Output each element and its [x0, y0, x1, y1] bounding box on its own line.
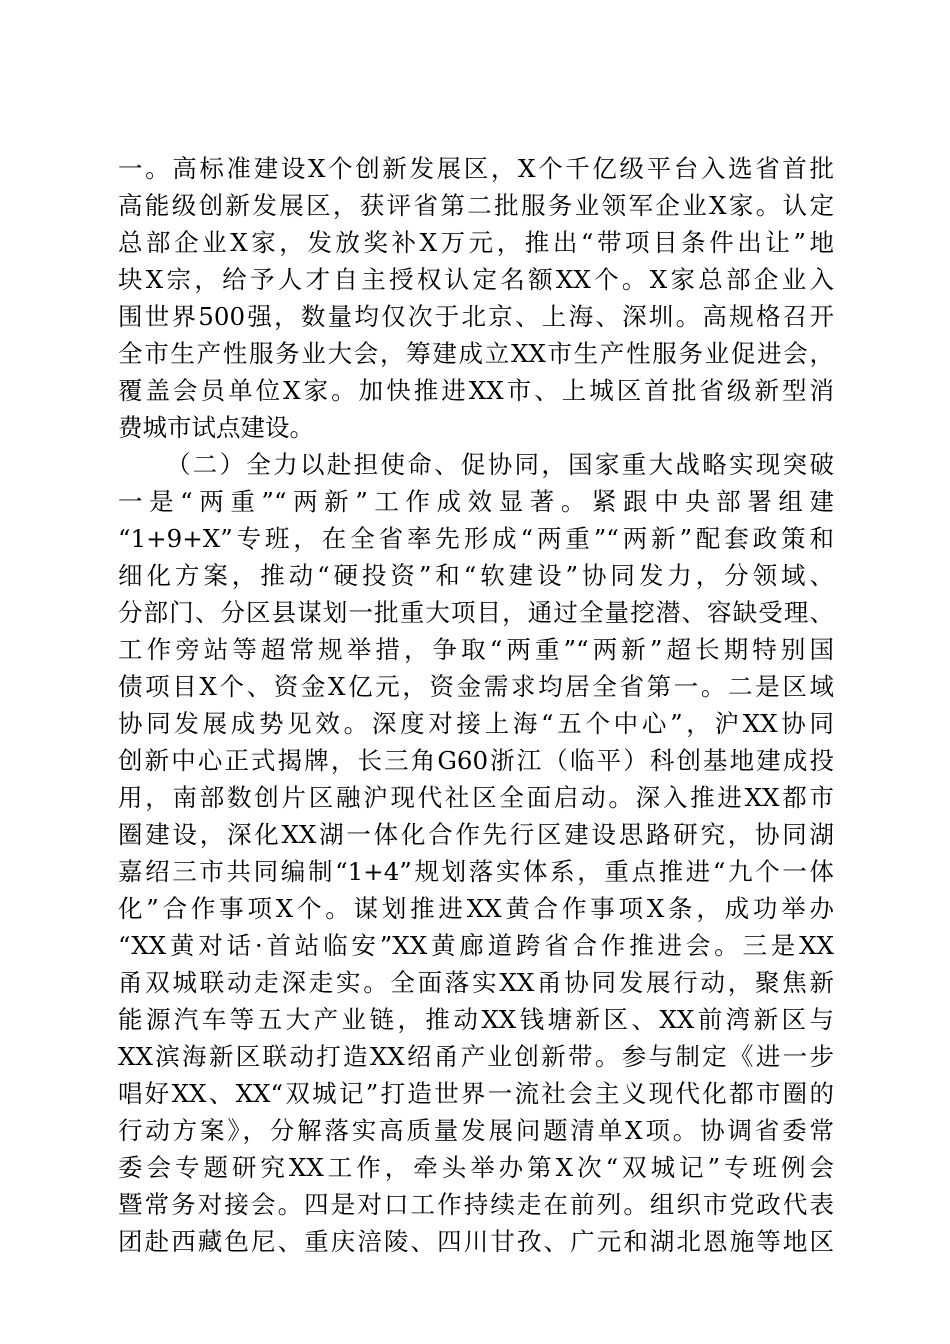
text-line: 协同发展成势见效。深度对接上海“五个中心”，沪XX协同 — [118, 709, 834, 738]
text-line: 一是“两重”“两新”工作成效显著。紧跟中央部署组建 — [118, 487, 834, 516]
section-heading: （二）全力以赴担使命、促协同，国家重大战略实现突破 — [166, 450, 834, 479]
text-line: XX滨海新区联动打造XX绍甬产业创新带。参与制定《进一步 — [118, 1042, 834, 1071]
text-line: 债项目X个、资金X亿元，资金需求均居全省第一。二是区域 — [118, 672, 834, 701]
text-line: 委会专题研究XX工作，牵头举办第X次“双城记”专班例会 — [118, 1153, 834, 1182]
text-line: 覆盖会员单位X家。加快推进XX市、上城区首批省级新型消 — [118, 376, 834, 405]
text-line: 嘉绍三市共同编制“1+4”规划落实体系，重点推进“九个一体 — [118, 857, 834, 886]
text-line: 用，南部数创片区融沪现代社区全面启动。深入推进XX都市 — [118, 783, 834, 812]
text-line: 能源汽车等五大产业链，推动XX钱塘新区、XX前湾新区与 — [118, 1005, 834, 1034]
text-line: 甬双城联动走深走实。全面落实XX甬协同发展行动，聚焦新 — [118, 968, 834, 997]
text-line: 分部门、分区县谋划一批重大项目，通过全量挖潜、容缺受理、 — [118, 598, 834, 627]
text-line: 高能级创新发展区，获评省第二批服务业领军企业X家。认定 — [118, 191, 834, 220]
text-line: 块X宗，给予人才自主授权认定名额XX个。X家总部企业入 — [118, 265, 834, 294]
text-line: 化”合作事项X个。谋划推进XX黄合作事项X条，成功举办 — [118, 894, 834, 923]
text-line: 费城市试点建设。 — [118, 413, 314, 442]
text-line: 创新中心正式揭牌，长三角G60浙江（临平）科创基地建成投 — [118, 746, 834, 775]
text-line: 行动方案》，分解落实高质量发展问题清单X项。协调省委常 — [118, 1116, 834, 1145]
text-line: 圈建设，深化XX湖一体化合作先行区建设思路研究，协同湖 — [118, 820, 834, 849]
text-line: 唱好XX、XX“双城记”打造世界一流社会主义现代化都市圈的 — [118, 1079, 834, 1108]
text-line: 工作旁站等超常规举措，争取“两重”“两新”超长期特别国 — [118, 635, 834, 664]
text-line: 全市生产性服务业大会，筹建成立XX市生产性服务业促进会， — [118, 339, 834, 368]
text-line: 细化方案，推动“硬投资”和“软建设”协同发力，分领域、 — [118, 561, 834, 590]
text-line: 团赴西藏色尼、重庆涪陵、四川甘孜、广元和湖北恩施等地区 — [118, 1227, 834, 1256]
text-line: 总部企业X家，发放奖补X万元，推出“带项目条件出让”地 — [118, 228, 834, 257]
text-line: 暨常务对接会。四是对口工作持续走在前列。组织市党政代表 — [118, 1190, 834, 1219]
text-line: 围世界500强，数量均仅次于北京、上海、深圳。高规格召开 — [118, 302, 834, 331]
text-line: “1+9+X”专班，在全省率先形成“两重”“两新”配套政策和 — [118, 524, 834, 553]
text-line: “XX黄对话·首站临安”XX黄廊道跨省合作推进会。三是XX — [118, 931, 834, 960]
text-line: 一。高标准建设X个创新发展区，X个千亿级平台入选省首批 — [118, 154, 834, 183]
